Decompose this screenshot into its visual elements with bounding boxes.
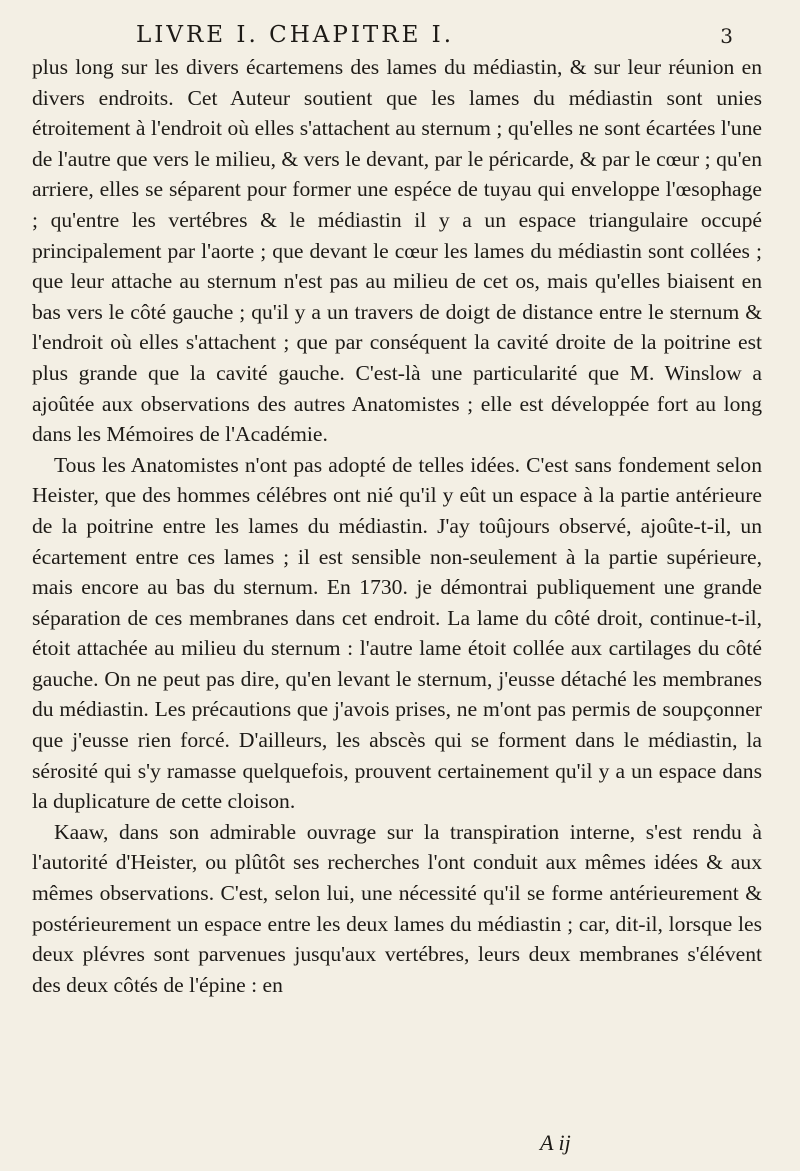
paragraph-1: plus long sur les divers écartemens des lames du médiastin, & sur leur réunion en divers endroits. Cet Auteur soutient que les lames du médiastin sont unies étroitement à l'endroit où elles s'attachent au sternum ; qu'elles ne sont écartées l'une de l'autre que vers le milieu, & vers le devant, par le péricarde, & par le cœur ; qu'en arriere, elles se séparent pour former une espéce de tuyau qui enveloppe l'œsophage ; qu'entre les vertébres & le médiastin il y a un espace triangulaire occupé principalement par l'aorte ; que devant le cœur les lames du médiastin sont collées ; que leur attache au sternum n'est pas au milieu de cet os, mais qu'elles biaisent en bas vers le côté gauche ; qu'il y a un travers de doigt de distance entre le sternum & l'endroit où elles s'attachent ; que par conséquent la cavité droite de la poitrine est plus grande que la cavité gauche. C'est-là une particularité que M. Winslow a ajoûtée aux observations des autres Anatomistes ; elle est développée fort au long dans les Mémoires de l'Académie. (32, 55, 762, 447)
signature-mark: A ij (540, 1130, 571, 1155)
body-text (32, 52, 762, 1000)
running-title: LIVRE I. CHAPITRE I. (136, 22, 455, 48)
page-number: 3 (720, 24, 736, 48)
paragraph-2: Tous les Anatomistes n'ont pas adopté de telles idées. C'est sans fondement selon Heister, que des hommes célébres ont nié qu'il y eût un espace à la partie antérieure de la poitrine entre les lames du médiastin. J'ay toûjours observé, ajoûte-t-il, un écartement entre ces lames ; il est sensible non-seulement à la partie supérieure, mais encore au bas du sternum. En 1730. je démontrai publiquement une grande séparation de ces membranes dans cet endroit. La lame du côté droit, continue-t-il, étoit attachée au milieu du sternum : l'autre lame étoit collée aux cartilages du côté gauche. On ne peut pas dire, qu'en levant le sternum, j'eusse détaché les membranes du médiastin. Les précautions que j'avois prises, ne m'ont pas permis de soupçonner que j'eusse rien forcé. D'ailleurs, les abscès qui se forment dans le médiastin, la sérosité qui s'y ramasse quelquefois, prouvent certainement qu'il y a un espace dans la duplicature de cette cloison. (32, 452, 762, 814)
paragraph-3: Kaaw, dans son admirable ouvrage sur la transpiration interne, s'est rendu à l'autorité d'Heister, ou plûtôt ses recherches l'ont conduit aux mêmes idées & aux mêmes observations. C'est, selon lui, une nécessité qu'il se forme antérieurement & postérieurement un espace entre les deux lames du médiastin ; car, dit-il, lorsque les deux plévres sont parvenues jusqu'aux vertébres, leurs deux membranes s'élévent des deux côtés de l'épine : en (32, 819, 762, 997)
